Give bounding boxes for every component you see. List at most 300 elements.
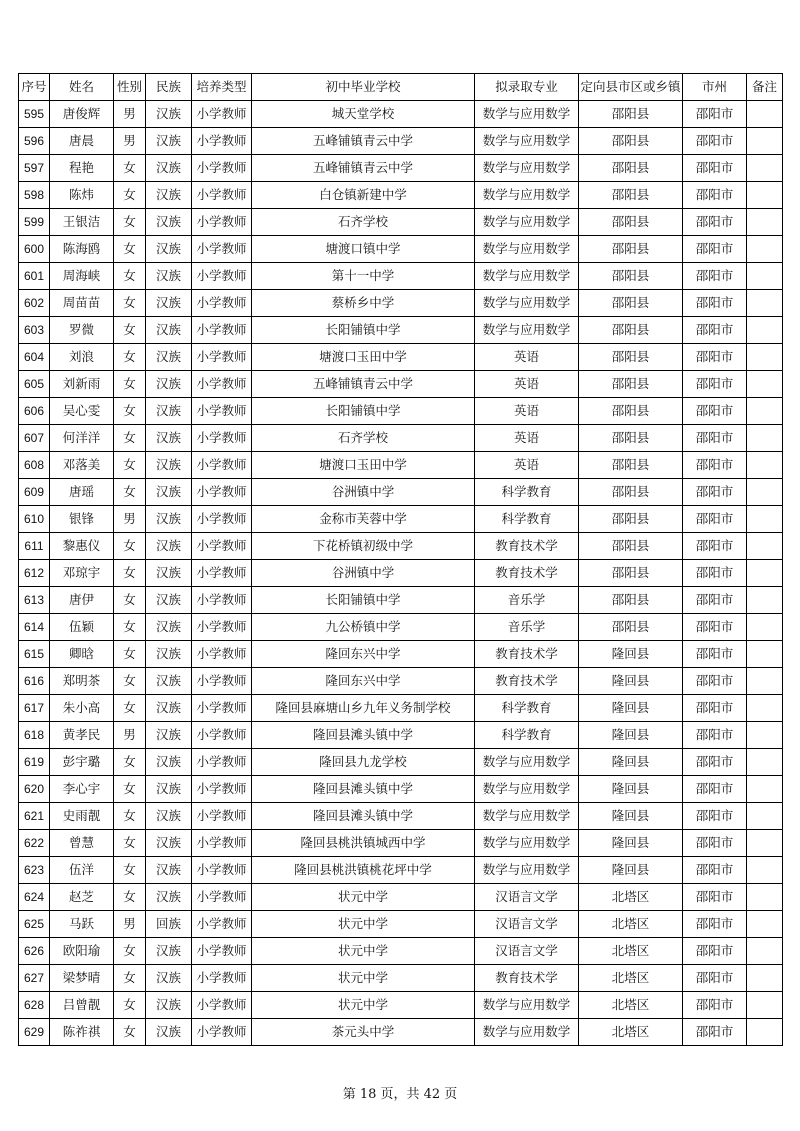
cell-seq: 610 (19, 506, 50, 533)
cell-major: 英语 (475, 425, 579, 452)
cell-seq: 611 (19, 533, 50, 560)
cell-name: 曾慧 (50, 830, 114, 857)
header-seq: 序号 (19, 74, 50, 101)
cell-ethnicity: 汉族 (146, 290, 192, 317)
cell-gender: 女 (114, 776, 146, 803)
cell-ethnicity: 汉族 (146, 182, 192, 209)
cell-county: 邵阳县 (579, 344, 683, 371)
cell-county: 邵阳县 (579, 452, 683, 479)
cell-gender: 女 (114, 317, 146, 344)
table-row (19, 425, 783, 452)
cell-middle-school: 隆回县滩头镇中学 (252, 803, 475, 830)
cell-ethnicity: 汉族 (146, 938, 192, 965)
table-row (19, 317, 783, 344)
table-row (19, 182, 783, 209)
cell-seq: 612 (19, 560, 50, 587)
cell-seq: 598 (19, 182, 50, 209)
cell-major: 数学与应用数学 (475, 290, 579, 317)
cell-name: 陈祚祺 (50, 1019, 114, 1046)
cell-name: 周苗苗 (50, 290, 114, 317)
cell-county: 邵阳县 (579, 290, 683, 317)
cell-major: 英语 (475, 452, 579, 479)
cell-name: 周海峡 (50, 263, 114, 290)
table-row (19, 344, 783, 371)
cell-city: 邵阳市 (683, 479, 747, 506)
cell-county: 邵阳县 (579, 209, 683, 236)
cell-gender: 女 (114, 479, 146, 506)
table-row (19, 884, 783, 911)
cell-major: 英语 (475, 344, 579, 371)
cell-middle-school: 状元中学 (252, 911, 475, 938)
cell-training-type: 小学教师 (192, 803, 252, 830)
cell-gender: 女 (114, 830, 146, 857)
cell-major: 数学与应用数学 (475, 155, 579, 182)
table-row (19, 722, 783, 749)
cell-training-type: 小学教师 (192, 479, 252, 506)
cell-remarks (747, 938, 783, 965)
header-gender: 性别 (114, 74, 146, 101)
cell-city: 邵阳市 (683, 128, 747, 155)
cell-gender: 女 (114, 263, 146, 290)
cell-seq: 617 (19, 695, 50, 722)
table-row (19, 668, 783, 695)
cell-city: 邵阳市 (683, 884, 747, 911)
cell-gender: 女 (114, 452, 146, 479)
cell-training-type: 小学教师 (192, 182, 252, 209)
cell-ethnicity: 汉族 (146, 803, 192, 830)
cell-name: 王银洁 (50, 209, 114, 236)
cell-major: 数学与应用数学 (475, 182, 579, 209)
cell-city: 邵阳市 (683, 776, 747, 803)
cell-ethnicity: 汉族 (146, 560, 192, 587)
cell-middle-school: 隆回县九龙学校 (252, 749, 475, 776)
cell-major: 汉语言文学 (475, 911, 579, 938)
cell-ethnicity: 汉族 (146, 236, 192, 263)
cell-seq: 601 (19, 263, 50, 290)
cell-city: 邵阳市 (683, 506, 747, 533)
cell-remarks (747, 992, 783, 1019)
cell-seq: 595 (19, 101, 50, 128)
cell-county: 邵阳县 (579, 128, 683, 155)
table-row (19, 857, 783, 884)
cell-remarks (747, 479, 783, 506)
table-row (19, 749, 783, 776)
cell-ethnicity: 汉族 (146, 992, 192, 1019)
cell-gender: 女 (114, 560, 146, 587)
cell-county: 隆回县 (579, 857, 683, 884)
cell-name: 梁梦晴 (50, 965, 114, 992)
cell-remarks (747, 128, 783, 155)
cell-remarks (747, 506, 783, 533)
cell-name: 邓琼宇 (50, 560, 114, 587)
cell-remarks (747, 911, 783, 938)
cell-remarks (747, 290, 783, 317)
cell-county: 隆回县 (579, 695, 683, 722)
cell-remarks (747, 695, 783, 722)
cell-gender: 女 (114, 587, 146, 614)
cell-county: 北塔区 (579, 911, 683, 938)
cell-training-type: 小学教师 (192, 641, 252, 668)
cell-city: 邵阳市 (683, 452, 747, 479)
cell-name: 吕曾靓 (50, 992, 114, 1019)
cell-training-type: 小学教师 (192, 992, 252, 1019)
cell-ethnicity: 汉族 (146, 830, 192, 857)
cell-city: 邵阳市 (683, 1019, 747, 1046)
cell-major: 音乐学 (475, 614, 579, 641)
cell-major: 数学与应用数学 (475, 317, 579, 344)
cell-training-type: 小学教师 (192, 587, 252, 614)
cell-gender: 男 (114, 722, 146, 749)
cell-remarks (747, 830, 783, 857)
cell-ethnicity: 汉族 (146, 155, 192, 182)
cell-training-type: 小学教师 (192, 128, 252, 155)
table-row (19, 938, 783, 965)
cell-seq: 603 (19, 317, 50, 344)
cell-city: 邵阳市 (683, 155, 747, 182)
cell-county: 隆回县 (579, 776, 683, 803)
cell-county: 邵阳县 (579, 155, 683, 182)
cell-ethnicity: 汉族 (146, 344, 192, 371)
cell-gender: 女 (114, 695, 146, 722)
cell-ethnicity: 汉族 (146, 965, 192, 992)
cell-training-type: 小学教师 (192, 155, 252, 182)
cell-gender: 男 (114, 101, 146, 128)
cell-county: 隆回县 (579, 668, 683, 695)
cell-middle-school: 塘渡口玉田中学 (252, 452, 475, 479)
cell-county: 邵阳县 (579, 506, 683, 533)
cell-seq: 625 (19, 911, 50, 938)
cell-major: 数学与应用数学 (475, 128, 579, 155)
cell-training-type: 小学教师 (192, 209, 252, 236)
cell-middle-school: 塘渡口玉田中学 (252, 344, 475, 371)
cell-training-type: 小学教师 (192, 1019, 252, 1046)
cell-gender: 女 (114, 236, 146, 263)
cell-middle-school: 石齐学校 (252, 209, 475, 236)
cell-city: 邵阳市 (683, 236, 747, 263)
cell-gender: 女 (114, 182, 146, 209)
header-ethnicity: 民族 (146, 74, 192, 101)
cell-training-type: 小学教师 (192, 452, 252, 479)
cell-major: 教育技术学 (475, 533, 579, 560)
cell-ethnicity: 汉族 (146, 776, 192, 803)
cell-gender: 男 (114, 128, 146, 155)
cell-name: 罗微 (50, 317, 114, 344)
cell-ethnicity: 汉族 (146, 479, 192, 506)
cell-name: 郑明茶 (50, 668, 114, 695)
header-middle-school: 初中毕业学校 (252, 74, 475, 101)
cell-name: 吴心雯 (50, 398, 114, 425)
cell-middle-school: 五峰铺镇青云中学 (252, 128, 475, 155)
header-name: 姓名 (50, 74, 114, 101)
cell-gender: 女 (114, 641, 146, 668)
cell-major: 数学与应用数学 (475, 857, 579, 884)
cell-middle-school: 隆回东兴中学 (252, 641, 475, 668)
cell-ethnicity: 汉族 (146, 749, 192, 776)
cell-seq: 622 (19, 830, 50, 857)
cell-ethnicity: 汉族 (146, 101, 192, 128)
cell-training-type: 小学教师 (192, 263, 252, 290)
cell-ethnicity: 汉族 (146, 506, 192, 533)
cell-major: 数学与应用数学 (475, 101, 579, 128)
cell-training-type: 小学教师 (192, 344, 252, 371)
cell-seq: 605 (19, 371, 50, 398)
table-row (19, 614, 783, 641)
cell-city: 邵阳市 (683, 317, 747, 344)
table-row (19, 560, 783, 587)
cell-gender: 女 (114, 614, 146, 641)
cell-seq: 626 (19, 938, 50, 965)
cell-ethnicity: 汉族 (146, 317, 192, 344)
cell-gender: 女 (114, 209, 146, 236)
cell-remarks (747, 344, 783, 371)
cell-middle-school: 隆回县滩头镇中学 (252, 776, 475, 803)
table-row (19, 992, 783, 1019)
cell-ethnicity: 汉族 (146, 128, 192, 155)
admission-table (18, 73, 783, 1046)
cell-training-type: 小学教师 (192, 722, 252, 749)
cell-major: 汉语言文学 (475, 884, 579, 911)
cell-name: 朱小高 (50, 695, 114, 722)
table-header-row (19, 74, 783, 101)
cell-major: 教育技术学 (475, 965, 579, 992)
cell-city: 邵阳市 (683, 209, 747, 236)
cell-major: 教育技术学 (475, 641, 579, 668)
cell-remarks (747, 209, 783, 236)
cell-gender: 女 (114, 398, 146, 425)
cell-ethnicity: 汉族 (146, 452, 192, 479)
table-row (19, 236, 783, 263)
cell-middle-school: 九公桥镇中学 (252, 614, 475, 641)
cell-remarks (747, 857, 783, 884)
cell-middle-school: 谷洲镇中学 (252, 479, 475, 506)
table-row (19, 533, 783, 560)
cell-seq: 609 (19, 479, 50, 506)
cell-major: 科学教育 (475, 722, 579, 749)
cell-training-type: 小学教师 (192, 884, 252, 911)
cell-gender: 女 (114, 884, 146, 911)
cell-major: 数学与应用数学 (475, 1019, 579, 1046)
cell-training-type: 小学教师 (192, 533, 252, 560)
cell-remarks (747, 371, 783, 398)
cell-ethnicity: 汉族 (146, 425, 192, 452)
cell-city: 邵阳市 (683, 857, 747, 884)
cell-seq: 615 (19, 641, 50, 668)
cell-city: 邵阳市 (683, 830, 747, 857)
cell-training-type: 小学教师 (192, 506, 252, 533)
table-row (19, 965, 783, 992)
cell-county: 隆回县 (579, 803, 683, 830)
cell-training-type: 小学教师 (192, 938, 252, 965)
cell-major: 教育技术学 (475, 560, 579, 587)
cell-name: 李心宇 (50, 776, 114, 803)
cell-name: 唐俊辉 (50, 101, 114, 128)
cell-major: 数学与应用数学 (475, 992, 579, 1019)
cell-ethnicity: 汉族 (146, 587, 192, 614)
page-footer: 第 18 页，共 42 页 (342, 1087, 458, 1102)
cell-remarks (747, 614, 783, 641)
cell-ethnicity: 汉族 (146, 614, 192, 641)
cell-gender: 女 (114, 1019, 146, 1046)
table-row (19, 695, 783, 722)
cell-gender: 女 (114, 425, 146, 452)
cell-middle-school: 长阳铺镇中学 (252, 398, 475, 425)
cell-middle-school: 状元中学 (252, 992, 475, 1019)
cell-middle-school: 石齐学校 (252, 425, 475, 452)
cell-name: 卿晗 (50, 641, 114, 668)
cell-remarks (747, 398, 783, 425)
cell-seq: 624 (19, 884, 50, 911)
cell-middle-school: 长阳铺镇中学 (252, 587, 475, 614)
cell-major: 数学与应用数学 (475, 263, 579, 290)
cell-middle-school: 蔡桥乡中学 (252, 290, 475, 317)
cell-name: 程艳 (50, 155, 114, 182)
cell-county: 邵阳县 (579, 182, 683, 209)
cell-ethnicity: 汉族 (146, 641, 192, 668)
cell-remarks (747, 668, 783, 695)
cell-name: 银锋 (50, 506, 114, 533)
table-row (19, 479, 783, 506)
cell-middle-school: 五峰铺镇青云中学 (252, 155, 475, 182)
cell-seq: 621 (19, 803, 50, 830)
cell-county: 隆回县 (579, 749, 683, 776)
cell-city: 邵阳市 (683, 587, 747, 614)
cell-city: 邵阳市 (683, 425, 747, 452)
header-county: 定向县市区或乡镇 (579, 74, 683, 101)
cell-ethnicity: 汉族 (146, 1019, 192, 1046)
cell-middle-school: 状元中学 (252, 884, 475, 911)
cell-name: 欧阳瑜 (50, 938, 114, 965)
cell-seq: 614 (19, 614, 50, 641)
cell-gender: 女 (114, 857, 146, 884)
cell-training-type: 小学教师 (192, 668, 252, 695)
cell-seq: 616 (19, 668, 50, 695)
cell-training-type: 小学教师 (192, 317, 252, 344)
cell-major: 教育技术学 (475, 668, 579, 695)
cell-name: 唐晨 (50, 128, 114, 155)
cell-seq: 620 (19, 776, 50, 803)
cell-remarks (747, 803, 783, 830)
cell-county: 北塔区 (579, 992, 683, 1019)
cell-ethnicity: 汉族 (146, 668, 192, 695)
cell-ethnicity: 汉族 (146, 371, 192, 398)
cell-major: 数学与应用数学 (475, 830, 579, 857)
cell-ethnicity: 汉族 (146, 209, 192, 236)
cell-seq: 599 (19, 209, 50, 236)
cell-training-type: 小学教师 (192, 560, 252, 587)
cell-county: 邵阳县 (579, 371, 683, 398)
cell-gender: 男 (114, 506, 146, 533)
cell-training-type: 小学教师 (192, 965, 252, 992)
table-row (19, 830, 783, 857)
cell-county: 隆回县 (579, 641, 683, 668)
cell-seq: 600 (19, 236, 50, 263)
cell-gender: 女 (114, 371, 146, 398)
cell-remarks (747, 776, 783, 803)
cell-county: 邵阳县 (579, 587, 683, 614)
cell-middle-school: 茶元头中学 (252, 1019, 475, 1046)
cell-remarks (747, 722, 783, 749)
cell-county: 北塔区 (579, 965, 683, 992)
cell-training-type: 小学教师 (192, 371, 252, 398)
cell-remarks (747, 641, 783, 668)
cell-remarks (747, 101, 783, 128)
cell-gender: 女 (114, 992, 146, 1019)
cell-remarks (747, 317, 783, 344)
cell-name: 陈炜 (50, 182, 114, 209)
cell-seq: 619 (19, 749, 50, 776)
cell-middle-school: 隆回东兴中学 (252, 668, 475, 695)
cell-ethnicity: 汉族 (146, 263, 192, 290)
cell-city: 邵阳市 (683, 695, 747, 722)
cell-training-type: 小学教师 (192, 236, 252, 263)
table-row (19, 128, 783, 155)
cell-major: 数学与应用数学 (475, 209, 579, 236)
header-city: 市州 (683, 74, 747, 101)
cell-city: 邵阳市 (683, 533, 747, 560)
cell-training-type: 小学教师 (192, 425, 252, 452)
cell-city: 邵阳市 (683, 641, 747, 668)
table-row (19, 1019, 783, 1046)
cell-county: 隆回县 (579, 722, 683, 749)
cell-city: 邵阳市 (683, 965, 747, 992)
cell-seq: 602 (19, 290, 50, 317)
cell-gender: 女 (114, 344, 146, 371)
cell-city: 邵阳市 (683, 344, 747, 371)
cell-major: 科学教育 (475, 506, 579, 533)
cell-city: 邵阳市 (683, 614, 747, 641)
cell-remarks (747, 452, 783, 479)
cell-major: 数学与应用数学 (475, 236, 579, 263)
cell-county: 邵阳县 (579, 425, 683, 452)
table-row (19, 506, 783, 533)
table-row (19, 371, 783, 398)
cell-seq: 627 (19, 965, 50, 992)
cell-training-type: 小学教师 (192, 290, 252, 317)
cell-city: 邵阳市 (683, 101, 747, 128)
cell-middle-school: 隆回县桃洪镇城西中学 (252, 830, 475, 857)
cell-name: 彭宇璐 (50, 749, 114, 776)
cell-ethnicity: 汉族 (146, 857, 192, 884)
cell-city: 邵阳市 (683, 722, 747, 749)
header-major: 拟录取专业 (475, 74, 579, 101)
cell-remarks (747, 1019, 783, 1046)
cell-remarks (747, 560, 783, 587)
cell-middle-school: 白仓镇新建中学 (252, 182, 475, 209)
cell-county: 邵阳县 (579, 560, 683, 587)
cell-city: 邵阳市 (683, 668, 747, 695)
table-row (19, 641, 783, 668)
header-remarks: 备注 (747, 74, 783, 101)
table-row (19, 209, 783, 236)
cell-name: 史雨靓 (50, 803, 114, 830)
table-row (19, 452, 783, 479)
table-row (19, 587, 783, 614)
cell-remarks (747, 965, 783, 992)
cell-county: 邵阳县 (579, 317, 683, 344)
cell-name: 赵芝 (50, 884, 114, 911)
cell-middle-school: 第十一中学 (252, 263, 475, 290)
cell-seq: 596 (19, 128, 50, 155)
cell-county: 北塔区 (579, 938, 683, 965)
cell-major: 英语 (475, 371, 579, 398)
cell-remarks (747, 587, 783, 614)
cell-county: 邵阳县 (579, 614, 683, 641)
cell-remarks (747, 236, 783, 263)
cell-remarks (747, 533, 783, 560)
cell-city: 邵阳市 (683, 290, 747, 317)
cell-seq: 613 (19, 587, 50, 614)
cell-middle-school: 谷洲镇中学 (252, 560, 475, 587)
